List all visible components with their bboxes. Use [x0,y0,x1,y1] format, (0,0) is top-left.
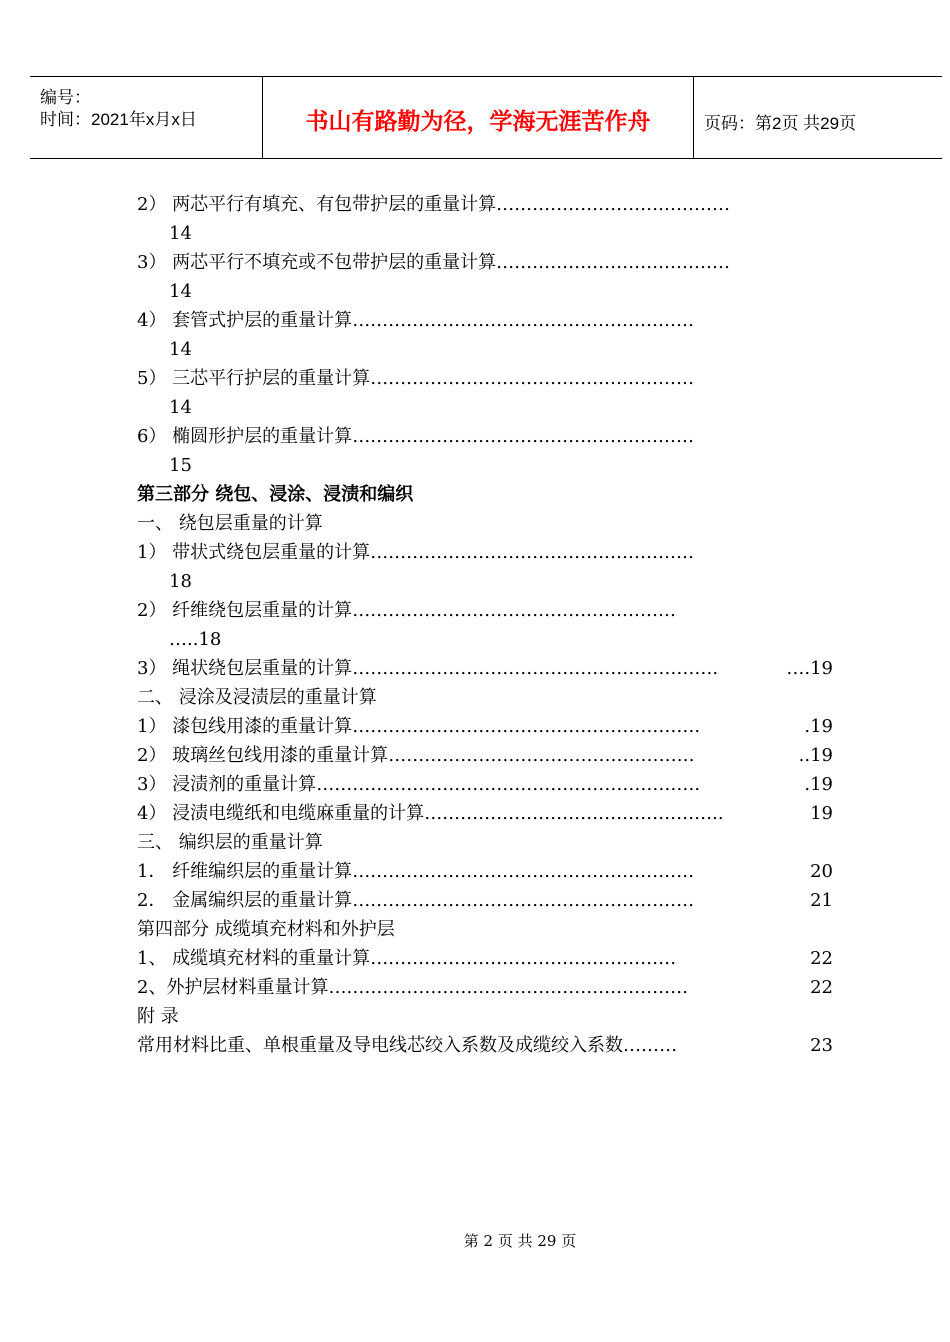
toc-entry-title: 1． 纤维编织层的重量计算 [137,861,353,882]
toc-entry-page: ….19 [786,658,833,679]
toc-entry-title: 第三部分 绕包、浸涂、浸渍和编织 [137,484,414,505]
toc-entry-leader: ………………………………………….. [424,803,724,824]
toc-entry-page-continued: 14 [169,223,192,244]
toc-entry-leader: ……… [623,1035,678,1056]
header-left-cell [30,77,263,158]
header-right-cell [694,77,942,158]
toc-entry-title: 1） 带状式绕包层重量的计算 [137,542,371,563]
toc-entry[interactable] [137,799,837,828]
toc-entry-leader: ………………………………………………………. [316,774,701,795]
toc-entry[interactable] [137,741,837,770]
toc-entry-page: 20 [810,861,833,882]
toc-entry[interactable] [137,248,837,277]
header-table [30,76,942,159]
toc-entry-title: 6） 椭圆形护层的重量计算 [137,426,353,447]
toc-entry-leader: ………………………………………………… [352,310,695,331]
toc-entry[interactable] [137,480,837,509]
toc-entry-page-continued: 14 [169,397,192,418]
table-of-contents [137,190,837,1060]
toc-entry-leader: ………………………………………………… [352,890,695,911]
toc-entry[interactable] [137,683,837,712]
toc-entry[interactable] [137,973,837,1002]
toc-entry[interactable] [137,857,837,886]
toc-entry-page: 22 [810,977,833,998]
toc-entry-title: 4） 套管式护层的重量计算 [137,310,353,331]
toc-entry-leader: …………………………………………………. [352,716,701,737]
toc-entry-page: .19 [804,774,833,795]
toc-entry-title: 一、 绕包层重量的计算 [137,513,323,534]
toc-entry-leader: ………………………………………………… [352,426,695,447]
toc-entry-leader: ……………………………………………… [352,600,677,621]
toc-entry[interactable] [137,538,837,567]
toc-entry-title: 3） 绳状绕包层重量的计算 [137,658,353,679]
toc-entry-page: ..19 [798,745,833,766]
toc-entry[interactable] [137,364,837,393]
toc-entry-leader: ………………………………… [496,194,731,215]
toc-entry-title: 5） 三芯平行护层的重量计算 [137,368,371,389]
footer-page-number: 第 2 页 共 29 页 [463,1232,577,1250]
toc-entry[interactable] [137,915,837,944]
toc-entry-page: 19 [810,803,833,824]
toc-entry-title: 1、 成缆填充材料的重量计算 [137,948,371,969]
toc-entry[interactable] [137,422,837,451]
toc-entry-title: 2、外护层材料重量计算 [137,977,329,998]
toc-entry[interactable] [137,1002,837,1031]
toc-entry-title: 二、 浸涂及浸渍层的重量计算 [137,687,377,708]
toc-entry-title: 第四部分 成缆填充材料和外护层 [137,919,395,940]
toc-entry-page-continued: 14 [169,281,192,302]
toc-entry-page-continued: 18 [169,571,192,592]
toc-entry-page: 23 [810,1035,833,1056]
header-center-cell [263,77,694,158]
toc-entry-title: 常用材料比重、单根重量及导电线芯绞入系数及成缆绞入系数 [137,1035,623,1056]
toc-entry-title: 3） 两芯平行不填充或不包带护层的重量计算 [137,252,497,273]
toc-entry-title: 三、 编织层的重量计算 [137,832,323,853]
toc-entry-page: .19 [804,716,833,737]
toc-entry[interactable] [137,828,837,857]
toc-entry-page-continued: 15 [169,455,192,476]
toc-entry[interactable] [137,712,837,741]
toc-entry-title: 2． 金属编织层的重量计算 [137,890,353,911]
toc-entry-page: 22 [810,948,833,969]
time-label: 时间：2021年x月x日 [40,110,197,129]
toc-entry-leader: ………………………………………………… [352,861,695,882]
toc-entry-title: 附 录 [137,1006,179,1027]
toc-entry-leader: …………………………………………………… [328,977,689,998]
toc-entry-title: 2） 两芯平行有填充、有包带护层的重量计算 [137,194,497,215]
toc-entry[interactable] [137,944,837,973]
motto: 书山有路勤为径，学海无涯苦作舟 [305,109,651,135]
toc-entry[interactable] [137,886,837,915]
toc-entry[interactable] [137,509,837,538]
toc-entry-page: 21 [810,890,833,911]
toc-entry-leader: ………………………………… [496,252,731,273]
toc-entry[interactable] [137,770,837,799]
toc-entry[interactable] [137,596,837,625]
toc-entry-leader: ……………………………………………… [370,368,695,389]
toc-entry-title: 2） 玻璃丝包线用漆的重量计算 [137,745,389,766]
toc-entry[interactable] [137,190,837,219]
number-label: 编号： [40,88,91,107]
toc-entry[interactable] [137,654,837,683]
page-info: 页码：第2页 共29页 [704,114,857,133]
toc-entry-leader: ……………………………………………………. [352,658,719,679]
toc-entry-leader: …………………………………………… [370,948,677,969]
toc-entry-title: 2） 纤维绕包层重量的计算 [137,600,353,621]
toc-entry-leader: ……………………………………………… [370,542,695,563]
toc-entry[interactable] [137,306,837,335]
toc-entry-title: 4） 浸渍电缆纸和电缆麻重量的计算 [137,803,425,824]
toc-entry-page-continued: 14 [169,339,192,360]
toc-entry-title: 3） 浸渍剂的重量计算 [137,774,317,795]
page-footer [0,1230,950,1251]
toc-entry-page-continued: …..18 [169,629,222,650]
toc-entry-leader: …………………………………………… [388,745,695,766]
toc-entry[interactable] [137,1031,837,1060]
toc-entry-title: 1） 漆包线用漆的重量计算 [137,716,353,737]
